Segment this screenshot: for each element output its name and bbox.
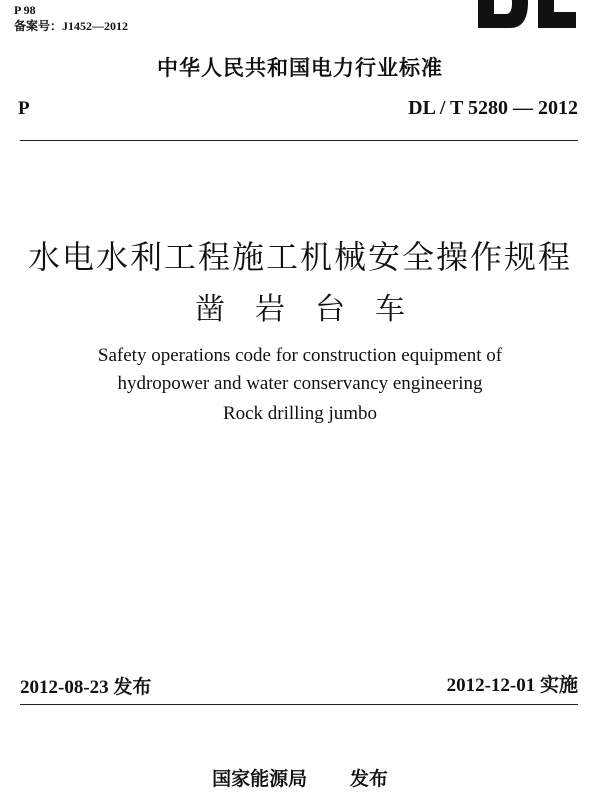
document-title-en-line: Rock drilling jumbo: [222, 403, 378, 424]
classification-code: P 98: [14, 3, 36, 17]
issue-date: 2012-08-23 发布: [20, 677, 152, 698]
top-divider: [20, 140, 578, 141]
document-title-cn: 水电水利工程施工机械安全操作规程: [27, 238, 572, 276]
implementation-date: 2012-12-01 实施: [446, 675, 578, 696]
filing-number: 备案号：J1452—2012: [14, 19, 129, 33]
document-title-en-line: Safety operations code for construction equipment of: [97, 345, 503, 366]
document-title-en-line: hydropower and water conservancy engineering: [117, 373, 483, 394]
document-subtitle-cn: 凿岩台车: [195, 292, 435, 327]
dl-logo: [470, 0, 580, 28]
publisher-action: 发布: [349, 768, 388, 790]
bottom-divider: [20, 704, 578, 705]
publisher-name: 国家能源局: [212, 768, 308, 790]
publisher: [0, 764, 600, 791]
standard-number: DL / T 5280 — 2012: [408, 97, 578, 119]
class-code: P: [18, 98, 30, 119]
header-codes: [14, 2, 128, 34]
national-standard-title: 中华人民共和国电力行业标准: [157, 56, 443, 80]
